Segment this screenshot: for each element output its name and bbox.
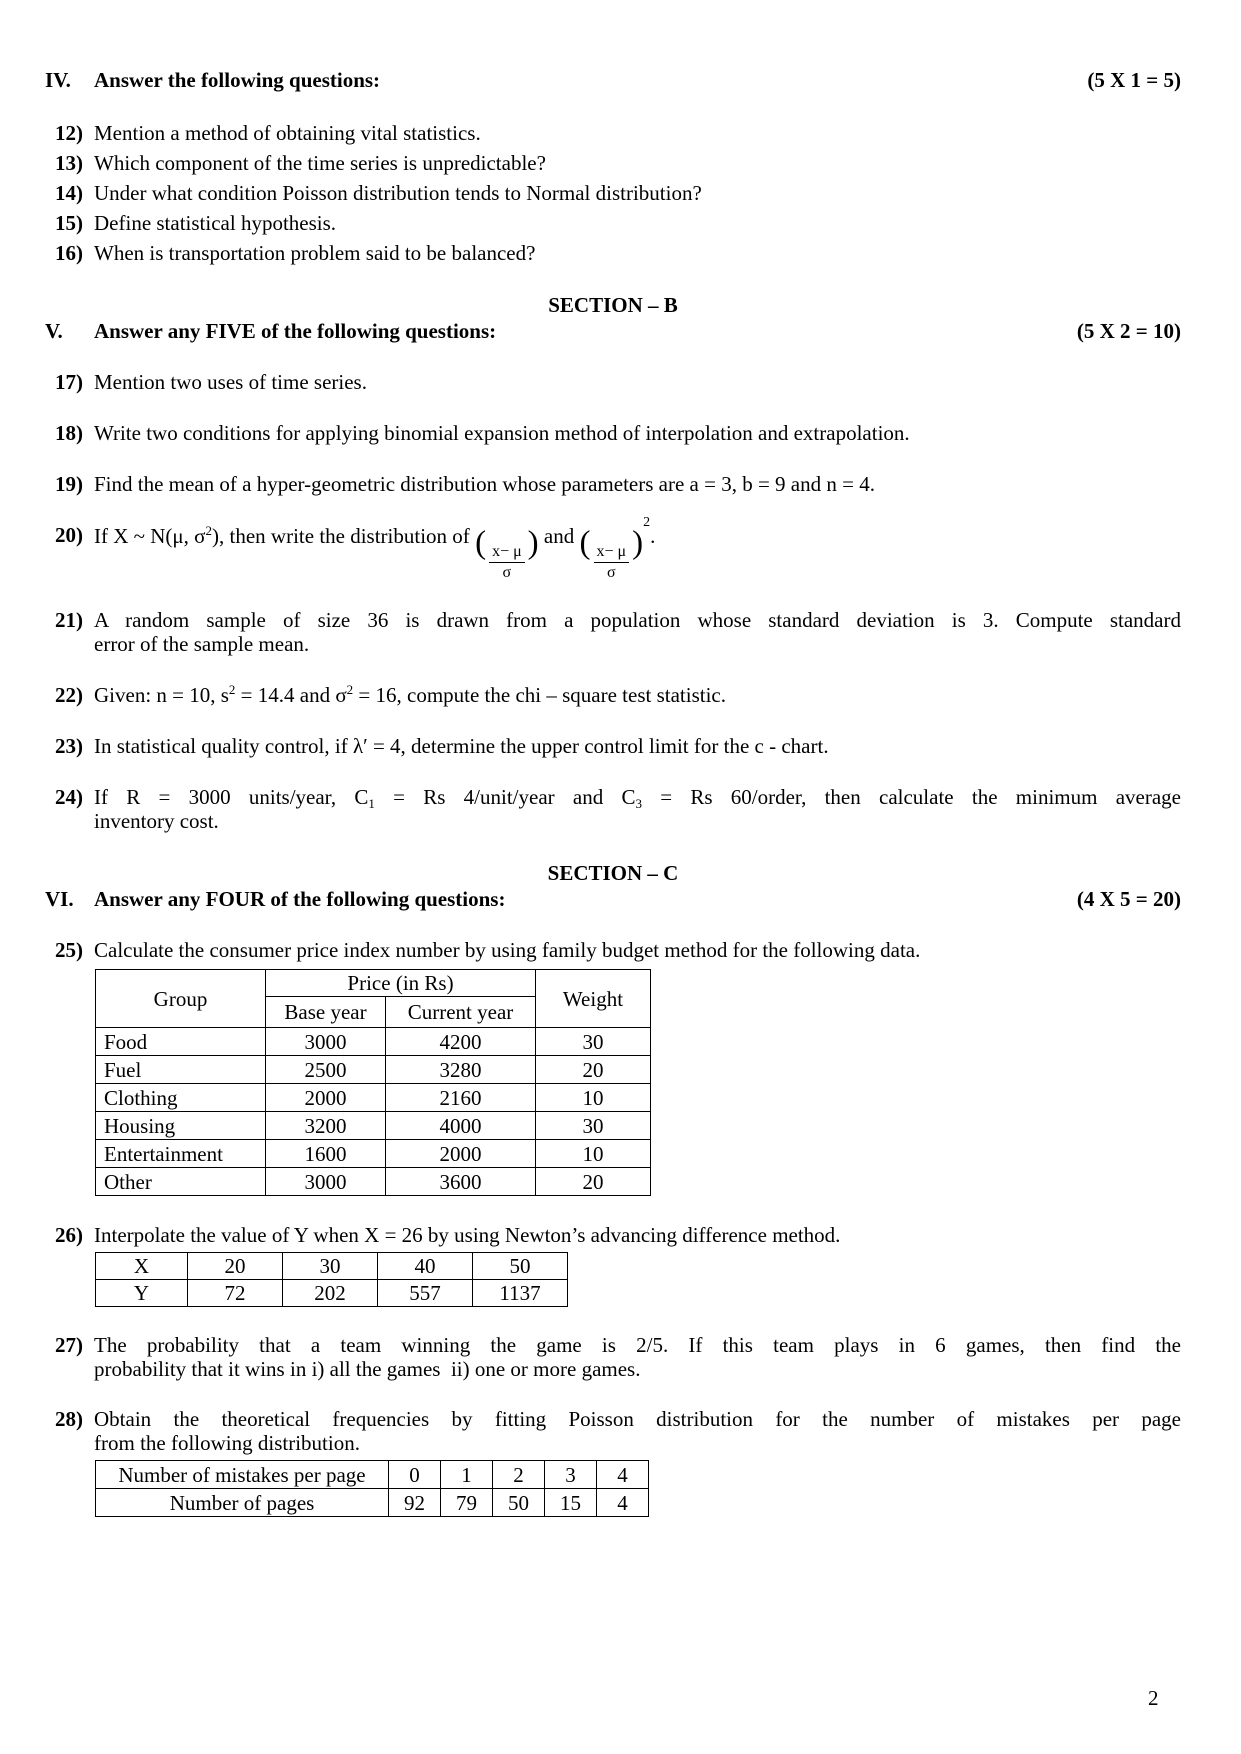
question-18-text: Write two conditions for applying binomial expansion method of interpolation and extrapolation. bbox=[94, 421, 910, 445]
question-21-line1: A random sample of size 36 is drawn from a population whose standard deviation is 3. Compute standard bbox=[94, 608, 1181, 633]
table-row bbox=[96, 1112, 651, 1140]
mistakes-value: 4 bbox=[597, 1461, 649, 1489]
question-14 bbox=[45, 181, 1181, 205]
section-b-header: SECTION – B bbox=[548, 293, 678, 317]
x-value: 30 bbox=[283, 1253, 378, 1280]
question-24-line1 bbox=[94, 785, 1181, 812]
base-year-cell: 1600 bbox=[266, 1140, 386, 1168]
question-26-text: Interpolate the value of Y when X = 26 by using Newton’s advancing difference method. bbox=[94, 1223, 841, 1248]
y-value: 1137 bbox=[473, 1280, 568, 1307]
question-24-text bbox=[94, 785, 1181, 833]
base-year-cell: 2500 bbox=[266, 1056, 386, 1084]
question-28-line2: from the following distribution. bbox=[94, 1431, 360, 1456]
question-25-number: 25) bbox=[55, 938, 83, 963]
question-20-text bbox=[94, 515, 1181, 581]
question-20-and: and bbox=[543, 524, 575, 548]
question-15-number: 15) bbox=[55, 211, 83, 235]
weight-cell: 10 bbox=[536, 1140, 651, 1168]
question-20-end: . bbox=[650, 524, 656, 548]
y-value: 72 bbox=[188, 1280, 283, 1307]
question-24 bbox=[45, 785, 1181, 833]
base-year-cell: 3200 bbox=[266, 1112, 386, 1140]
question-18 bbox=[45, 421, 1181, 445]
question-15 bbox=[45, 211, 1181, 235]
section-b-marks: (5 X 2 = 10) bbox=[1076, 319, 1181, 343]
mistakes-value: 1 bbox=[441, 1461, 493, 1489]
fraction-x-minus-mu-over-sigma bbox=[489, 543, 525, 581]
question-26-number: 26) bbox=[55, 1223, 83, 1248]
question-19-text: Find the mean of a hyper-geometric distribution whose parameters are a = 3, b = 9 and n = 4. bbox=[94, 472, 875, 496]
table-row bbox=[96, 1140, 651, 1168]
question-24-c1-subscript: 1 bbox=[368, 796, 375, 812]
section-b-numeral: V. bbox=[45, 319, 63, 343]
question-24-mid: = Rs 4/unit/year and C bbox=[374, 785, 636, 810]
question-21-number: 21) bbox=[55, 608, 83, 633]
group-cell: Fuel bbox=[96, 1056, 266, 1084]
consumer-price-index-table bbox=[95, 969, 651, 1196]
question-21-text bbox=[94, 608, 1181, 656]
section-iv-heading bbox=[45, 68, 1181, 92]
question-24-end: = Rs 60/order, then calculate the minimum average bbox=[641, 785, 1181, 810]
question-13-text: Which component of the time series is unpredictable? bbox=[94, 151, 546, 175]
open-paren: ( bbox=[579, 525, 591, 561]
question-16-number: 16) bbox=[55, 241, 83, 265]
question-25-text: Calculate the consumer price index number by using family budget method for the following data. bbox=[94, 938, 921, 963]
question-24-line2: inventory cost. bbox=[94, 809, 219, 834]
current-year-cell: 4000 bbox=[386, 1112, 536, 1140]
question-27-number: 27) bbox=[55, 1333, 83, 1358]
group-cell: Clothing bbox=[96, 1084, 266, 1112]
group-cell: Housing bbox=[96, 1112, 266, 1140]
weight-cell: 20 bbox=[536, 1056, 651, 1084]
y-value: 202 bbox=[283, 1280, 378, 1307]
question-16 bbox=[45, 241, 1181, 265]
question-13-number: 13) bbox=[55, 151, 83, 175]
fraction-denominator: σ bbox=[502, 563, 512, 581]
question-21-line2: error of the sample mean. bbox=[94, 632, 310, 657]
pages-value: 50 bbox=[493, 1489, 545, 1517]
question-24-c3-subscript: 3 bbox=[635, 796, 642, 812]
table-row bbox=[96, 1168, 651, 1196]
question-17-text: Mention two uses of time series. bbox=[94, 370, 367, 394]
current-year-cell: 3600 bbox=[386, 1168, 536, 1196]
section-iv-marks: (5 X 1 = 5) bbox=[1087, 68, 1181, 92]
table-row bbox=[96, 1084, 651, 1112]
question-24-number: 24) bbox=[55, 785, 83, 810]
weight-cell: 10 bbox=[536, 1084, 651, 1112]
question-20 bbox=[45, 515, 1181, 581]
question-12-number: 12) bbox=[55, 121, 83, 145]
question-20-mid: ), then write the distribution of bbox=[212, 524, 476, 548]
table-row bbox=[96, 1056, 651, 1084]
section-c-title: Answer any FOUR of the following questions: bbox=[94, 887, 506, 912]
mistakes-value: 0 bbox=[389, 1461, 441, 1489]
open-paren: ( bbox=[475, 525, 487, 561]
y-value: 557 bbox=[378, 1280, 473, 1307]
y-row bbox=[96, 1280, 568, 1307]
section-b-title: Answer any FIVE of the following questions: bbox=[94, 319, 497, 343]
group-column-header: Group bbox=[96, 970, 266, 1028]
y-label: Y bbox=[96, 1280, 188, 1307]
mistakes-label: Number of mistakes per page bbox=[96, 1461, 389, 1489]
group-cell: Food bbox=[96, 1028, 266, 1056]
mistakes-value: 2 bbox=[493, 1461, 545, 1489]
question-27-line2: probability that it wins in i) all the games ii) one or more games. bbox=[94, 1357, 641, 1382]
fraction-x-minus-mu-over-sigma bbox=[594, 543, 630, 581]
section-c-heading bbox=[45, 887, 1181, 911]
question-20-pre: If X ~ N(μ, σ bbox=[94, 524, 206, 548]
weight-column-header: Weight bbox=[536, 970, 651, 1028]
question-22-s-exponent: 2 bbox=[228, 682, 236, 698]
section-c-marks: (4 X 5 = 20) bbox=[1076, 887, 1181, 912]
x-value: 40 bbox=[378, 1253, 473, 1280]
question-27-text bbox=[94, 1333, 1181, 1381]
pages-label: Number of pages bbox=[96, 1489, 389, 1517]
table-row bbox=[96, 1028, 651, 1056]
x-value: 50 bbox=[473, 1253, 568, 1280]
question-23-text: In statistical quality control, if λ′ = 4, determine the upper control limit for the c - chart. bbox=[94, 734, 829, 759]
fraction-denominator: σ bbox=[606, 563, 616, 581]
section-iv-title: Answer the following questions: bbox=[94, 68, 381, 92]
current-year-cell: 2160 bbox=[386, 1084, 536, 1112]
fraction-numerator: x− μ bbox=[489, 543, 525, 563]
fraction-squared-exponent: 2 bbox=[643, 515, 651, 530]
current-year-header: Current year bbox=[386, 997, 536, 1028]
section-b-heading bbox=[45, 319, 1181, 343]
mistakes-value: 3 bbox=[545, 1461, 597, 1489]
question-22-sigma-exponent: 2 bbox=[346, 682, 354, 698]
question-20-number: 20) bbox=[55, 523, 83, 547]
question-21 bbox=[45, 608, 1181, 656]
weight-cell: 30 bbox=[536, 1028, 651, 1056]
close-paren: ) bbox=[632, 525, 644, 561]
question-19 bbox=[45, 472, 1181, 496]
question-22-end: = 16, compute the chi – square test statistic. bbox=[353, 683, 726, 708]
x-row bbox=[96, 1253, 568, 1280]
question-22 bbox=[45, 683, 1181, 707]
question-12 bbox=[45, 121, 1181, 145]
section-iv-numeral: IV. bbox=[45, 68, 71, 92]
question-20-sigma-exponent: 2 bbox=[205, 523, 213, 538]
current-year-cell: 4200 bbox=[386, 1028, 536, 1056]
question-22-number: 22) bbox=[55, 683, 83, 708]
question-19-number: 19) bbox=[55, 472, 83, 496]
question-15-text: Define statistical hypothesis. bbox=[94, 211, 337, 235]
question-14-number: 14) bbox=[55, 181, 83, 205]
question-27-line1: The probability that a team winning the game is 2/5. If this team plays in 6 games, then find the bbox=[94, 1333, 1181, 1358]
question-22-pre: Given: n = 10, s bbox=[94, 683, 229, 708]
question-28-line1: Obtain the theoretical frequencies by fitting Poisson distribution for the number of mistakes per page bbox=[94, 1407, 1181, 1432]
x-value: 20 bbox=[188, 1253, 283, 1280]
question-16-text: When is transportation problem said to be balanced? bbox=[94, 241, 536, 265]
pages-value: 15 bbox=[545, 1489, 597, 1517]
interpolation-table bbox=[95, 1252, 568, 1307]
question-14-text: Under what condition Poisson distribution tends to Normal distribution? bbox=[94, 181, 702, 205]
table-header-row bbox=[96, 970, 651, 997]
fraction-numerator: x− μ bbox=[594, 543, 630, 563]
question-17 bbox=[45, 370, 1181, 394]
poisson-distribution-table bbox=[95, 1460, 649, 1517]
page-number: 2 bbox=[1148, 1686, 1159, 1710]
question-28-number: 28) bbox=[55, 1407, 83, 1432]
pages-value: 4 bbox=[597, 1489, 649, 1517]
group-cell: Entertainment bbox=[96, 1140, 266, 1168]
section-c-header: SECTION – C bbox=[547, 861, 679, 886]
question-23-number: 23) bbox=[55, 734, 83, 759]
question-13 bbox=[45, 151, 1181, 175]
price-column-header: Price (in Rs) bbox=[266, 970, 536, 997]
mistakes-row bbox=[96, 1461, 649, 1489]
question-22-text bbox=[94, 683, 1181, 707]
pages-value: 92 bbox=[389, 1489, 441, 1517]
pages-value: 79 bbox=[441, 1489, 493, 1517]
question-23 bbox=[45, 734, 1181, 758]
question-27 bbox=[45, 1333, 1181, 1381]
current-year-cell: 3280 bbox=[386, 1056, 536, 1084]
base-year-cell: 2000 bbox=[266, 1084, 386, 1112]
section-c-numeral: VI. bbox=[45, 887, 74, 912]
question-24-pre: If R = 3000 units/year, C bbox=[94, 785, 369, 810]
question-18-number: 18) bbox=[55, 421, 83, 445]
base-year-cell: 3000 bbox=[266, 1028, 386, 1056]
weight-cell: 20 bbox=[536, 1168, 651, 1196]
pages-row bbox=[96, 1489, 649, 1517]
question-28-text bbox=[94, 1407, 1181, 1455]
group-cell: Other bbox=[96, 1168, 266, 1196]
weight-cell: 30 bbox=[536, 1112, 651, 1140]
current-year-cell: 2000 bbox=[386, 1140, 536, 1168]
question-26 bbox=[45, 1223, 1181, 1247]
base-year-header: Base year bbox=[266, 997, 386, 1028]
close-paren: ) bbox=[527, 525, 539, 561]
question-12-text: Mention a method of obtaining vital statistics. bbox=[94, 121, 481, 145]
question-25 bbox=[45, 938, 1181, 962]
x-label: X bbox=[96, 1253, 188, 1280]
question-17-number: 17) bbox=[55, 370, 83, 394]
question-22-mid: = 14.4 and σ bbox=[235, 683, 347, 708]
question-28 bbox=[45, 1407, 1181, 1455]
base-year-cell: 3000 bbox=[266, 1168, 386, 1196]
